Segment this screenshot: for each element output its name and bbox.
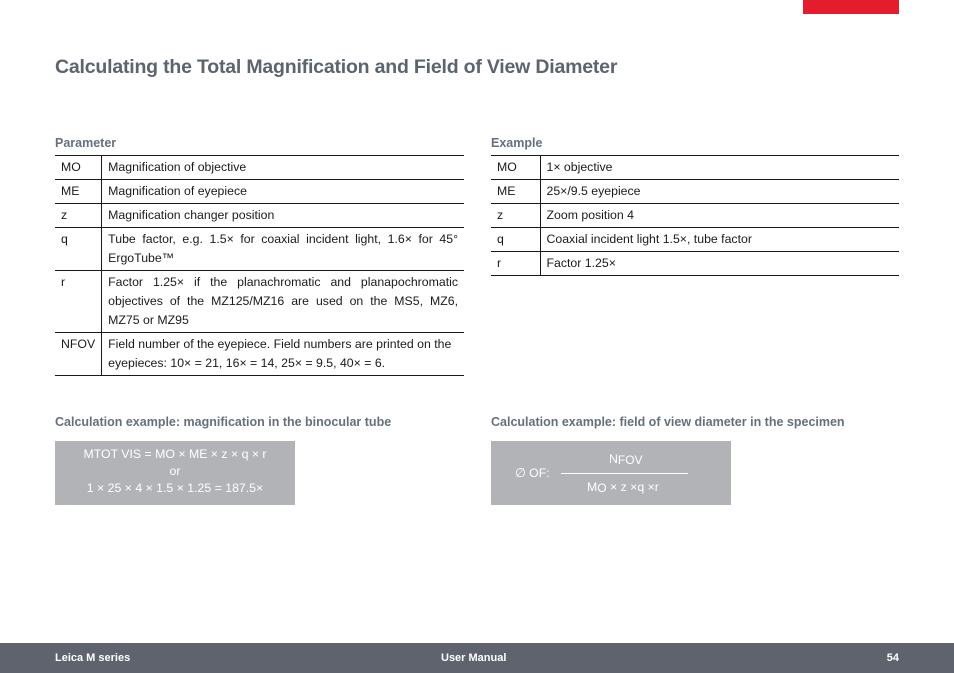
table-row	[55, 204, 464, 228]
example-value: 25×/9.5 eyepiece	[540, 180, 899, 204]
fov-denominator	[587, 480, 659, 494]
param-key: q	[55, 228, 102, 271]
table-row	[491, 156, 899, 180]
brand-accent-tab	[803, 0, 899, 14]
calc-magnification-box	[55, 441, 295, 505]
footer-document-title: User Manual	[441, 652, 507, 664]
table-row	[55, 156, 464, 180]
param-value: Magnification changer position	[102, 204, 464, 228]
fov-denominator-rest: × z ×q ×r	[606, 480, 659, 494]
page-footer	[0, 643, 954, 673]
calc-magnification-result: 1 × 25 × 4 × 1.5 × 1.25 = 187.5×	[86, 481, 264, 495]
example-value: Coaxial incident light 1.5×, tube factor	[540, 228, 899, 252]
table-row	[55, 180, 464, 204]
example-value: Zoom position 4	[540, 204, 899, 228]
param-key: NFOV	[55, 333, 102, 376]
table-row	[491, 204, 899, 228]
param-value: Tube factor, e.g. 1.5× for coaxial incident light, 1.6× for 45° ErgoTube™	[102, 228, 464, 271]
param-value: Magnification of objective	[102, 156, 464, 180]
table-row	[55, 271, 464, 333]
param-key: ME	[55, 180, 102, 204]
param-key: z	[55, 204, 102, 228]
parameter-heading: Parameter	[55, 136, 117, 150]
example-key: q	[491, 228, 540, 252]
calc-magnification-heading: Calculation example: magnification in the binocular tube	[55, 415, 392, 429]
param-key: r	[55, 271, 102, 333]
fov-prefix: ∅ OF:	[515, 466, 550, 480]
param-value: Field number of the eyepiece. Field numbers are printed on the eyepieces: 10× = 21, 16× = 14, 25× = 9.5, 40× = 6.	[102, 333, 464, 376]
calc-fov-box	[491, 441, 731, 505]
table-row	[55, 333, 464, 376]
example-key: r	[491, 252, 540, 276]
table-row	[491, 252, 899, 276]
fov-denominator-sub: O	[597, 481, 607, 495]
param-value: Magnification of eyepiece	[102, 180, 464, 204]
example-key: MO	[491, 156, 540, 180]
example-table	[491, 155, 899, 276]
fov-numerator-main: N	[609, 452, 618, 466]
fov-numerator	[609, 452, 643, 466]
parameter-table	[55, 155, 464, 376]
fov-numerator-sub: FOV	[617, 453, 643, 467]
footer-page-number: 54	[886, 652, 899, 664]
table-row	[491, 228, 899, 252]
table-row	[491, 180, 899, 204]
example-value: 1× objective	[540, 156, 899, 180]
page-title: Calculating the Total Magnification and Field of View Diameter	[55, 56, 618, 78]
footer-product-name: Leica M series	[55, 652, 131, 664]
calc-magnification-or: or	[169, 464, 181, 478]
calc-magnification-formula: MTOT VIS = MO × ME × z × q × r	[83, 447, 267, 461]
param-key: MO	[55, 156, 102, 180]
example-heading: Example	[491, 136, 543, 150]
example-key: ME	[491, 180, 540, 204]
fraction-line	[561, 473, 688, 474]
fov-denominator-main: M	[587, 480, 598, 494]
param-value: Factor 1.25× if the planachromatic and planapochromatic objectives of the MZ125/MZ16 are used on the MS5, MZ6, MZ75 or MZ95	[102, 271, 464, 333]
example-key: z	[491, 204, 540, 228]
calc-fov-heading: Calculation example: field of view diameter in the specimen	[491, 415, 845, 429]
example-value: Factor 1.25×	[540, 252, 899, 276]
table-row	[55, 228, 464, 271]
